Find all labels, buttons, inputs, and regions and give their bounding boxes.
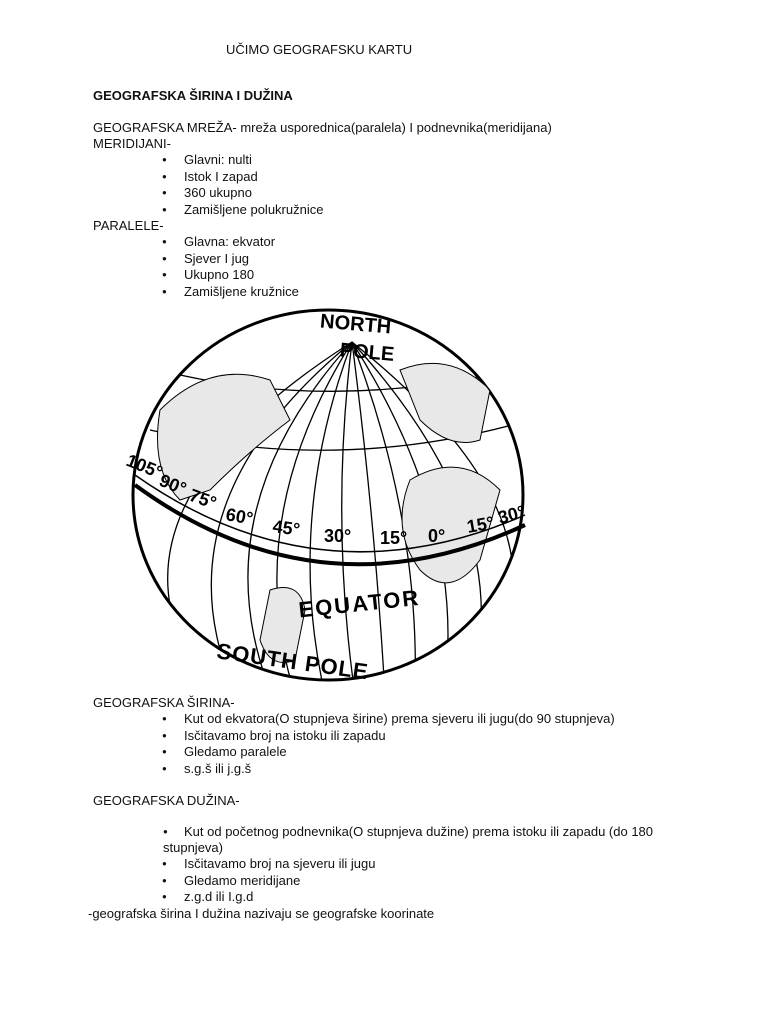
list-item: Kut od početnog podnevnika(O stupnjeva dužine) prema istoku ili zapadu (do 180 stupnjeva) xyxy=(163,824,654,855)
longitude-label: 45° xyxy=(271,516,302,540)
list-item: ● Glavna: ekvator xyxy=(184,234,299,251)
section-heading: GEOGRAFSKA ŠIRINA I DUŽINA xyxy=(93,88,293,103)
page-title: UČIMO GEOGRAFSKU KARTU xyxy=(226,42,413,57)
longitude-label: 15° xyxy=(465,512,496,537)
footer-note: -geografska širina I dužina nazivaju se geografske koorinate xyxy=(88,906,435,921)
longitude-label: 30° xyxy=(324,526,352,546)
longitude-label: 15° xyxy=(380,528,408,548)
longitude-label: 30° xyxy=(495,501,528,528)
north-pole-label-bottom: POLE xyxy=(338,339,396,366)
meridijani-list xyxy=(184,152,323,218)
list-item: ● Isčitavamo broj na istoku ili zapadu xyxy=(184,728,615,745)
list-item: ● Kut od ekvatora(O stupnjeva širine) prema sjeveru ili jugu(do 90 stupnjeva) xyxy=(184,711,615,728)
longitude-label: 105° xyxy=(123,450,166,483)
meridijani-label: MERIDIJANI- xyxy=(93,136,171,151)
paralele-list xyxy=(184,234,299,300)
longitude-label: 60° xyxy=(224,504,255,529)
list-item: ● Zamišljene polukružnice xyxy=(184,202,323,219)
list-item: ● z.g.d ili I.g.d xyxy=(184,889,375,906)
sirina-label: GEOGRAFSKA ŠIRINA- xyxy=(93,695,235,710)
duzina-item-1: ● Kut od početnog podnevnika(O stupnjeva dužine) prema istoku ili zapadu (do 180 stupnjeva) xyxy=(163,824,683,856)
sirina-list xyxy=(184,711,615,777)
longitude-label: 75° xyxy=(186,484,220,514)
equator-label: EQUATOR xyxy=(297,584,422,623)
list-item: ● Ukupno 180 xyxy=(184,267,299,284)
longitude-label: 90° xyxy=(156,470,190,499)
duzina-label: GEOGRAFSKA DUŽINA- xyxy=(93,793,240,808)
list-item: ● Isčitavamo broj na sjeveru ili jugu xyxy=(184,856,375,873)
list-item: ● Sjever I jug xyxy=(184,251,299,268)
list-item: ● Gledamo paralele xyxy=(184,744,615,761)
list-item: ● Gledamo meridijane xyxy=(184,873,375,890)
duzina-list xyxy=(184,856,375,906)
list-item: ● 360 ukupno xyxy=(184,185,323,202)
paralele-label: PARALELE- xyxy=(93,218,164,233)
list-item: ● s.g.š ili j.g.š xyxy=(184,761,615,778)
north-pole-label-top: NORTH xyxy=(319,310,392,339)
south-pole-label: SOUTH POLE xyxy=(215,638,371,685)
list-item: ● Zamišljene kružnice xyxy=(184,284,299,301)
mreza-definition: GEOGRAFSKA MREŽA- mreža usporednica(paralela) I podnevnika(meridijana) xyxy=(93,120,552,135)
longitude-label: 0° xyxy=(428,526,446,546)
list-item: ● Istok I zapad xyxy=(184,169,323,186)
list-item: ● Glavni: nulti xyxy=(184,152,323,169)
globe-illustration xyxy=(120,300,550,700)
